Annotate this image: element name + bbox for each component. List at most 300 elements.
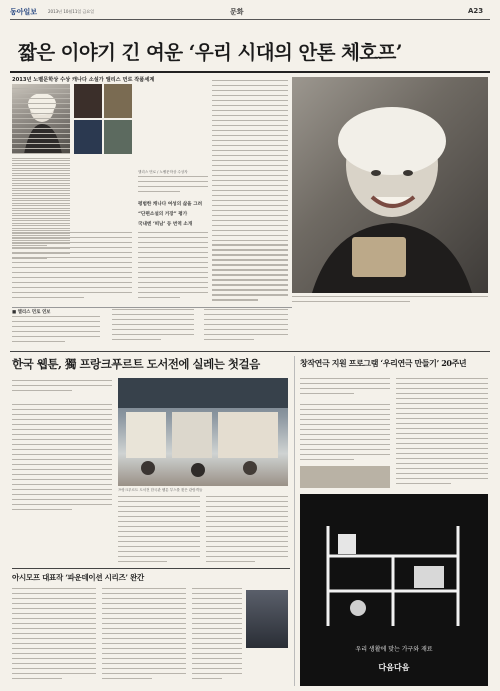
text-line xyxy=(396,418,488,419)
text-line xyxy=(118,501,200,502)
text-line xyxy=(12,292,132,293)
text-line xyxy=(12,653,96,654)
text-line xyxy=(102,608,186,609)
text-line xyxy=(396,393,488,394)
text-line xyxy=(12,225,70,226)
text-line xyxy=(300,449,390,450)
text-line xyxy=(102,653,186,654)
text-line xyxy=(12,210,70,211)
text-line xyxy=(138,247,208,248)
text-line xyxy=(12,499,112,500)
text-line xyxy=(300,434,390,435)
author-photo-large xyxy=(292,77,488,293)
text-line xyxy=(212,95,288,96)
text-line xyxy=(118,556,200,557)
text-line xyxy=(12,148,70,149)
booth-scene xyxy=(118,378,288,486)
story3-body-col1 xyxy=(300,404,390,464)
text-line xyxy=(292,296,488,297)
advertisement xyxy=(300,494,488,686)
text-line xyxy=(396,478,488,479)
text-line xyxy=(212,205,288,206)
story3-body-col2 xyxy=(396,378,488,488)
text-line xyxy=(12,195,70,196)
page-number: A23 xyxy=(468,7,484,15)
text-line xyxy=(396,398,488,399)
text-line xyxy=(12,215,70,216)
text-line xyxy=(12,489,112,490)
text-line xyxy=(12,341,65,342)
text-line xyxy=(138,191,180,192)
text-line xyxy=(12,108,70,109)
text-line xyxy=(396,473,488,474)
text-line xyxy=(12,638,96,639)
text-line xyxy=(12,444,112,445)
story4-book-cover xyxy=(246,590,288,648)
text-line xyxy=(212,105,288,106)
issue-date: 2013년 10월11일 금요일 xyxy=(48,9,95,14)
lead-body-col3 xyxy=(212,80,288,305)
text-line xyxy=(102,668,186,669)
text-line xyxy=(12,118,70,119)
text-line xyxy=(138,257,208,258)
text-line xyxy=(12,623,96,624)
text-line xyxy=(212,235,288,236)
text-line xyxy=(206,546,288,547)
column-divider xyxy=(294,356,295,686)
text-line xyxy=(212,240,288,241)
text-line xyxy=(212,284,288,285)
text-line xyxy=(396,423,488,424)
text-line xyxy=(212,140,288,141)
text-line xyxy=(118,506,200,507)
text-line xyxy=(300,378,390,379)
ad-tagline: 우리 생활에 맞는 가구와 재료 xyxy=(355,646,433,653)
text-line xyxy=(102,648,186,649)
text-line xyxy=(12,103,70,104)
story2-body-col3 xyxy=(206,496,288,566)
text-line xyxy=(12,608,96,609)
text-line xyxy=(212,254,288,255)
text-line xyxy=(212,85,288,86)
text-line xyxy=(12,316,100,317)
text-line xyxy=(212,155,288,156)
text-line xyxy=(12,494,112,495)
story4-body-col1 xyxy=(12,588,96,683)
text-line xyxy=(138,181,208,182)
text-line xyxy=(212,289,288,290)
text-line xyxy=(112,309,194,310)
text-line xyxy=(212,110,288,111)
text-line xyxy=(300,404,390,405)
text-line xyxy=(12,237,132,238)
large-photo-caption xyxy=(292,296,488,308)
masthead-rule xyxy=(10,19,490,20)
story2-body-col2 xyxy=(118,496,200,566)
text-line xyxy=(12,158,70,159)
text-line xyxy=(300,439,390,440)
text-line xyxy=(192,648,242,649)
text-line xyxy=(102,598,186,599)
text-line xyxy=(112,334,194,335)
text-line xyxy=(12,663,96,664)
text-line xyxy=(192,653,242,654)
book-cover-1 xyxy=(74,84,102,118)
text-line xyxy=(212,269,288,270)
text-line xyxy=(12,678,62,679)
text-line xyxy=(112,319,194,320)
text-line xyxy=(212,190,288,191)
text-line xyxy=(138,252,208,253)
story2-photo-caption: 프랑크푸르트 도서전 한국관 웹툰 부스를 찾은 관람객들 xyxy=(118,488,203,492)
text-line xyxy=(396,383,488,384)
text-line xyxy=(204,309,288,310)
lead-photo-caption: 앨리스 먼로 / 노벨문학상 수상자 xyxy=(138,170,188,174)
text-line xyxy=(300,459,354,460)
text-line xyxy=(118,546,200,547)
text-line xyxy=(212,195,288,196)
text-line xyxy=(192,633,242,634)
story2-headline: 한국 웹툰, 獨 프랑크푸르트 도서전에 실레는 첫걸음 xyxy=(12,357,260,371)
text-line xyxy=(396,458,488,459)
text-line xyxy=(12,464,112,465)
sidebar-rule xyxy=(12,307,292,308)
lead-caption-lines xyxy=(138,176,208,198)
text-line xyxy=(206,526,288,527)
text-line xyxy=(396,483,451,484)
masthead xyxy=(0,0,500,20)
text-line xyxy=(212,294,288,295)
text-line xyxy=(112,329,194,330)
text-line xyxy=(138,277,208,278)
book-cover-3 xyxy=(74,120,102,154)
text-line xyxy=(138,292,208,293)
text-line xyxy=(12,175,70,176)
text-line xyxy=(300,454,390,455)
text-line xyxy=(212,299,258,300)
text-line xyxy=(396,448,488,449)
text-line xyxy=(12,593,96,594)
text-line xyxy=(12,336,100,337)
paper-name: 동아일보 xyxy=(10,8,38,16)
text-line xyxy=(12,262,132,263)
text-line xyxy=(192,618,242,619)
text-line xyxy=(102,643,186,644)
text-line xyxy=(138,287,208,288)
text-line xyxy=(192,678,222,679)
chronology-col1 xyxy=(12,316,100,346)
text-line xyxy=(12,277,132,278)
text-line xyxy=(12,220,70,221)
text-line xyxy=(12,287,132,288)
lead-body-col2 xyxy=(138,232,208,304)
text-line xyxy=(12,113,70,114)
text-line xyxy=(102,638,186,639)
text-line xyxy=(12,613,96,614)
text-line xyxy=(204,324,288,325)
text-line xyxy=(12,200,70,201)
text-line xyxy=(138,297,180,298)
text-line xyxy=(138,176,208,177)
story4-rule xyxy=(12,568,290,569)
text-line xyxy=(118,531,200,532)
shelf-icon xyxy=(318,516,468,636)
section-divider-1 xyxy=(10,351,490,352)
ad-shelf-graphic xyxy=(318,516,468,636)
text-line xyxy=(12,479,112,480)
story2-subhead xyxy=(12,380,112,398)
text-line xyxy=(212,210,288,211)
text-line xyxy=(12,128,70,129)
text-line xyxy=(102,663,186,664)
text-line xyxy=(212,279,288,280)
sidebar-title: ■ 앨리스 먼로 연보 xyxy=(12,310,51,315)
text-line xyxy=(12,326,100,327)
text-line xyxy=(12,658,96,659)
text-line xyxy=(192,663,242,664)
text-line xyxy=(212,80,288,81)
text-line xyxy=(192,623,242,624)
text-line xyxy=(206,551,288,552)
text-line xyxy=(206,501,288,502)
text-line xyxy=(212,244,288,245)
text-line xyxy=(12,409,112,410)
text-line xyxy=(192,673,242,674)
text-line xyxy=(102,603,186,604)
text-line xyxy=(192,638,242,639)
text-line xyxy=(206,516,288,517)
text-line xyxy=(118,521,200,522)
text-line xyxy=(12,504,112,505)
text-line xyxy=(138,267,208,268)
text-line xyxy=(192,628,242,629)
chronology-col3 xyxy=(204,309,288,347)
text-line xyxy=(12,247,132,248)
story3-headline: 창작연극 지원 프로그램 ‘우리연극 만들기’ 20주년 xyxy=(300,358,467,368)
text-line xyxy=(206,561,255,562)
text-line xyxy=(118,561,167,562)
text-line xyxy=(192,613,242,614)
text-line xyxy=(212,160,288,161)
text-line xyxy=(12,429,112,430)
text-line xyxy=(396,388,488,389)
text-line xyxy=(12,190,70,191)
text-line xyxy=(102,658,186,659)
text-line xyxy=(206,506,288,507)
text-line xyxy=(12,185,70,186)
text-line xyxy=(396,443,488,444)
text-line xyxy=(102,633,186,634)
text-line xyxy=(12,603,96,604)
text-line xyxy=(12,267,132,268)
text-line xyxy=(396,408,488,409)
text-line xyxy=(12,297,84,298)
text-line xyxy=(102,613,186,614)
text-line xyxy=(212,225,288,226)
pull-quote-3: 국내엔 ‘떠남’ 등 번역 소개 xyxy=(138,222,193,227)
story3-photo xyxy=(300,466,390,488)
text-line xyxy=(12,160,70,161)
text-line xyxy=(12,331,100,332)
text-line xyxy=(138,242,208,243)
text-line xyxy=(192,588,242,589)
text-line xyxy=(12,232,132,233)
story4-body-col2 xyxy=(102,588,186,683)
text-line xyxy=(12,390,72,391)
text-line xyxy=(112,324,194,325)
text-line xyxy=(212,135,288,136)
text-line xyxy=(212,264,288,265)
text-line xyxy=(118,526,200,527)
ad-brand: 다음다음 xyxy=(378,663,410,672)
story2-body-col1 xyxy=(12,404,112,514)
text-line xyxy=(204,329,288,330)
text-line xyxy=(192,668,242,669)
text-line xyxy=(12,484,112,485)
text-line xyxy=(212,120,288,121)
story4-headline: 아시모프 대표작 ‘파운데이션 시리즈’ 완간 xyxy=(12,573,144,582)
text-line xyxy=(12,230,70,231)
author-portrait xyxy=(292,77,488,293)
text-line xyxy=(12,404,112,405)
text-line xyxy=(12,648,96,649)
story3-subhead xyxy=(300,378,390,398)
text-line xyxy=(12,618,96,619)
text-line xyxy=(212,215,288,216)
text-line xyxy=(102,618,186,619)
text-line xyxy=(212,249,288,250)
text-line xyxy=(292,301,410,302)
text-line xyxy=(12,138,70,139)
text-line xyxy=(300,383,390,384)
text-line xyxy=(212,175,288,176)
text-line xyxy=(300,419,390,420)
text-line xyxy=(212,180,288,181)
text-line xyxy=(12,439,112,440)
story2-photo xyxy=(118,378,288,486)
text-line xyxy=(212,115,288,116)
lead-body-col1c xyxy=(12,232,132,304)
text-line xyxy=(396,463,488,464)
text-line xyxy=(206,531,288,532)
text-line xyxy=(12,434,112,435)
text-line xyxy=(12,180,70,181)
text-line xyxy=(102,593,186,594)
text-line xyxy=(192,643,242,644)
text-line xyxy=(212,165,288,166)
text-line xyxy=(212,170,288,171)
text-line xyxy=(192,603,242,604)
text-line xyxy=(102,588,186,589)
text-line xyxy=(204,334,288,335)
text-line xyxy=(204,339,254,340)
text-line xyxy=(192,658,242,659)
text-line xyxy=(206,521,288,522)
text-line xyxy=(12,469,112,470)
story4-body-col3 xyxy=(192,588,242,683)
headline-rule xyxy=(10,71,490,73)
text-line xyxy=(12,598,96,599)
text-line xyxy=(204,314,288,315)
text-line xyxy=(12,170,70,171)
text-line xyxy=(12,282,132,283)
text-line xyxy=(12,98,70,99)
text-line xyxy=(118,551,200,552)
text-line xyxy=(300,444,390,445)
text-line xyxy=(396,438,488,439)
text-line xyxy=(12,474,112,475)
text-line xyxy=(212,90,288,91)
text-line xyxy=(12,257,132,258)
text-line xyxy=(300,424,390,425)
text-line xyxy=(12,242,132,243)
chronology-col2 xyxy=(112,309,194,347)
text-line xyxy=(118,536,200,537)
text-line xyxy=(12,673,96,674)
text-line xyxy=(12,449,112,450)
text-line xyxy=(206,536,288,537)
book-cover-4 xyxy=(104,120,132,154)
text-line xyxy=(396,453,488,454)
lead-kicker: 2013년 노벨문학상 수상 캐나다 소설가 앨리스 먼로 작품세계 xyxy=(12,77,155,83)
text-line xyxy=(300,388,390,389)
text-line xyxy=(12,633,96,634)
text-line xyxy=(12,252,132,253)
text-line xyxy=(212,100,288,101)
text-line xyxy=(12,509,72,510)
text-line xyxy=(300,409,390,410)
text-line xyxy=(396,413,488,414)
text-line xyxy=(300,393,354,394)
text-line xyxy=(112,339,161,340)
text-line xyxy=(12,424,112,425)
text-line xyxy=(12,588,96,589)
text-line xyxy=(12,165,70,166)
text-line xyxy=(192,608,242,609)
text-line xyxy=(12,88,70,89)
text-line xyxy=(12,123,70,124)
text-line xyxy=(212,220,288,221)
text-line xyxy=(206,556,288,557)
pull-quote-2: “단편소설의 거장” 평가 xyxy=(138,212,188,217)
text-line xyxy=(12,459,112,460)
pull-quote-1: 평범한 캐나다 여성의 삶을 그려 xyxy=(138,202,203,207)
text-line xyxy=(206,496,288,497)
text-line xyxy=(118,511,200,512)
text-line xyxy=(12,93,70,94)
text-line xyxy=(12,143,70,144)
text-line xyxy=(396,403,488,404)
text-line xyxy=(112,314,194,315)
text-line xyxy=(212,274,288,275)
text-line xyxy=(138,262,208,263)
text-line xyxy=(118,516,200,517)
text-line xyxy=(102,623,186,624)
text-line xyxy=(212,145,288,146)
text-line xyxy=(396,428,488,429)
text-line xyxy=(212,185,288,186)
text-line xyxy=(192,593,242,594)
text-line xyxy=(212,200,288,201)
text-line xyxy=(300,429,390,430)
text-line xyxy=(12,272,132,273)
text-line xyxy=(192,598,242,599)
section-name: 문화 xyxy=(230,8,244,16)
text-line xyxy=(212,150,288,151)
text-line xyxy=(212,130,288,131)
text-line xyxy=(212,125,288,126)
lead-headline: 짧은 이야기 긴 여운 ‘우리 시대의 안톤 체호프’ xyxy=(18,41,402,64)
